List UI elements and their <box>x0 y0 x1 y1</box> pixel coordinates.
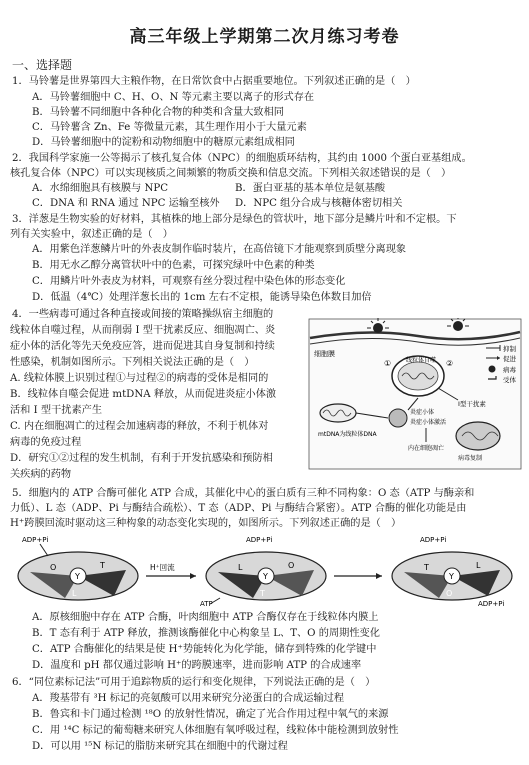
q6-option-c: C．用 ¹⁴C 标记的葡萄糖来研究人体细胞有氧呼吸过程，线粒体中能检测到放射性 <box>32 725 399 736</box>
arrow-right-icon <box>190 573 196 579</box>
q6-option-b: B．鲁宾和卡门通过检测 ¹⁸O 的放射性情况，确定了光合作用过程中氧气的来源 <box>32 709 389 720</box>
state-l-2: L <box>238 563 243 572</box>
q4-option-d-line2: 关疾病的药物 <box>10 469 72 480</box>
virus-legend-icon <box>489 366 496 373</box>
state-t-2: T <box>260 589 265 598</box>
q4-option-a: A. 线粒体膜上识别过程①与过程②的病毒的受体是相同的 <box>10 373 269 384</box>
adp-pi-label-3: ADP+Pi <box>420 536 447 544</box>
adp-pi-label-4: ADP+Pi <box>478 600 505 608</box>
nucleus-icon <box>456 422 500 450</box>
q5-stem-line2: 力低）、L 态（ADP、Pi 与酶结合疏松）、T 态（ADP、Pi 与酶结合紧密）。ATP 合酶的催化功能是由 <box>10 503 467 514</box>
state-l-1: L <box>72 589 77 598</box>
section-heading: 一、选择题 <box>12 58 73 72</box>
membrane-label: 细胞膜 <box>314 350 335 358</box>
mitochondrion-icon <box>320 404 356 422</box>
q5-atp-synthase-figure <box>10 532 522 608</box>
q3-option-c: C．用鳞片叶外表皮为材料，可观察有丝分裂过程中染色体的形态变化 <box>32 276 346 287</box>
q3-stem-line1: 3．洋葱是生物实验的好材料，其植株的地上部分是绿色的管状叶，地下部分是鳞片叶和不定根。下 <box>12 214 457 225</box>
q4-option-c-line2: 病毒的免疫过程 <box>10 437 82 448</box>
atp-label: ATP <box>200 600 213 608</box>
inflammasome-activation-label: 炎症小体激活 <box>410 419 447 426</box>
q3-stem-line2: 列有关实验中，叙述正确的是（ ） <box>10 229 173 240</box>
q3-option-b: B．用无水乙醇分离管状叶中的色素，可探究绿叶中色素的种类 <box>32 260 315 271</box>
q1-option-b: B．马铃薯不同细胞中各种化合物的种类和含量大致相同 <box>32 107 284 118</box>
mitophagy-label: 线粒体自噬 <box>406 357 437 364</box>
adp-pi-label-1: ADP+Pi <box>22 536 49 544</box>
replication-label: 病毒复制 <box>458 455 483 462</box>
mtdna-caption: mtDNA为线粒体DNA <box>318 431 377 438</box>
center-y-3: Y <box>449 572 454 581</box>
inflammasome-icon <box>389 409 407 427</box>
apoptosis-label: 内在细胞凋亡 <box>408 445 445 452</box>
q2-option-a: A．水绵细胞具有核膜与 NPC <box>32 183 169 194</box>
q2-option-c: C．DNA 和 RNA 通过 NPC 运输至核外 <box>32 198 220 209</box>
q5-option-a: A．原核细胞中存在 ATP 合酶，叶肉细胞中 ATP 合酶仅存在于线粒体内膜上 <box>32 612 379 623</box>
q4-line-2: 线粒体自噬过程，从而削弱 I 型干扰素反应、细胞凋亡、炎 <box>10 325 276 336</box>
q4-option-b-line2: 活和 I 型干扰素产生 <box>10 405 103 416</box>
marker-2: ② <box>446 359 454 368</box>
state-o-1: O <box>50 563 57 572</box>
q4-line-4: 性感染，机制如图所示。下列相关说法正确的是（ ） <box>10 357 255 368</box>
q2-option-d: D．NPC 组分合成与核糖体密切相关 <box>235 198 403 209</box>
q4-option-c-line1: C. 内在细胞凋亡的过程会加速病毒的释放，不利于机体对 <box>10 421 269 432</box>
q1-stem: 1．马铃薯是世界第四大主粮作物，在日常饮食中占据重要地位。下列叙述正确的是（ ） <box>12 76 416 87</box>
adp-pi-label-2: ADP+Pi <box>246 536 273 544</box>
q4-line-3: 症小体的活化等先天免疫应答，进而促进其自身复制和持续 <box>10 341 275 352</box>
q4-line-1: 4．一些病毒可通过各种直接或间接的策略操纵宿主细胞的 <box>12 309 274 320</box>
q4-mitophagy-figure <box>308 318 522 470</box>
state-t-1: T <box>100 561 105 570</box>
q3-option-a: A．用紫色洋葱鳞片叶的外表皮制作临时装片，在高倍镜下才能观察到质壁分离现象 <box>32 244 407 255</box>
legend-promote: 促进 <box>503 355 516 363</box>
q6-option-d: D．可以用 ¹⁵N 标记的脂肪来研究其在细胞中的代谢过程 <box>32 741 288 752</box>
legend-receptor: 受体 <box>503 376 516 384</box>
q3-option-d: D．低温（4℃）处理洋葱长出的 1cm 左右不定根，能诱导染色体数目加倍 <box>32 292 372 303</box>
q4-option-b-line1: B．线粒体自噬会促进 mtDNA 释放，从而促进炎症小体激 <box>10 389 277 400</box>
state-t-3: T <box>424 563 429 572</box>
h-backflow-label: H⁺回流 <box>150 563 175 572</box>
inflammasome-label: 炎症小体 <box>410 409 435 416</box>
q1-option-a: A．马铃薯细胞中 C、H、O、N 等元素主要以离子的形式存在 <box>32 92 315 103</box>
q6-option-a: A．羧基带有 ³H 标记的亮氨酸可以用来研究分泌蛋白的合成运输过程 <box>32 693 345 704</box>
q2-stem-line2: 核孔复合体（NPC）可以实现核质之间频繁的物质交换和信息交流。下列相关叙述错误的是（ ） <box>10 168 452 179</box>
center-y-2: Y <box>263 572 268 581</box>
state-o-3: O <box>446 589 453 598</box>
q6-stem: 6．“同位素标记法”可用于追踪物质的运行和变化规律，下列说法正确的是（ ） <box>12 677 376 688</box>
state-o-2: O <box>288 561 295 570</box>
ifn-label: I型干扰素 <box>458 400 486 408</box>
q1-option-c: C．马铃薯含 Zn、Fe 等微量元素，其生理作用小于大量元素 <box>32 122 307 133</box>
q5-option-c: C．ATP 合酶催化的结果是使 H⁺势能转化为化学能，储存到特殊的化学键中 <box>32 644 377 655</box>
q5-stem-line1: 5．细胞内的 ATP 合酶可催化 ATP 合成，其催化中心的蛋白质有三种不同构象：O 态（ATP 与酶亲和 <box>12 488 475 499</box>
exam-title: 高三年级上学期第二次月练习考卷 <box>129 27 400 47</box>
state-l-3: L <box>476 561 481 570</box>
legend-inhibit: 抑制 <box>503 345 516 353</box>
center-y-1: Y <box>75 572 80 581</box>
arrow-right-icon <box>376 573 382 579</box>
q1-option-d: D．马铃薯细胞中的淀粉和动物细胞中的糖原元素组成相同 <box>32 137 295 148</box>
q5-stem-line3: H⁺跨膜回流时驱动这三种构象的动态变化实现的，如图所示。下列叙述正确的是（ ） <box>10 518 402 529</box>
q5-option-d: D．温度和 pH 都仅通过影响 H⁺的跨膜速率，进而影响 ATP 的合成速率 <box>32 660 362 671</box>
q5-option-b: B．T 态有利于 ATP 释放，推测该酶催化中心构象呈 L、T、O 的周期性变化 <box>32 628 380 639</box>
marker-1: ① <box>384 359 392 368</box>
legend-virus: 病毒 <box>503 366 516 374</box>
q2-stem-line1: 2．我国科学家施一公等揭示了核孔复合体（NPC）的细胞质环结构，其约由 1000 个蛋白亚基组成。 <box>12 153 472 164</box>
q4-option-d-line1: D．研究①②过程的发生机制，有利于开发抗感染和预防相 <box>10 453 273 464</box>
q2-option-b: B．蛋白亚基的基本单位是氨基酸 <box>235 183 386 194</box>
